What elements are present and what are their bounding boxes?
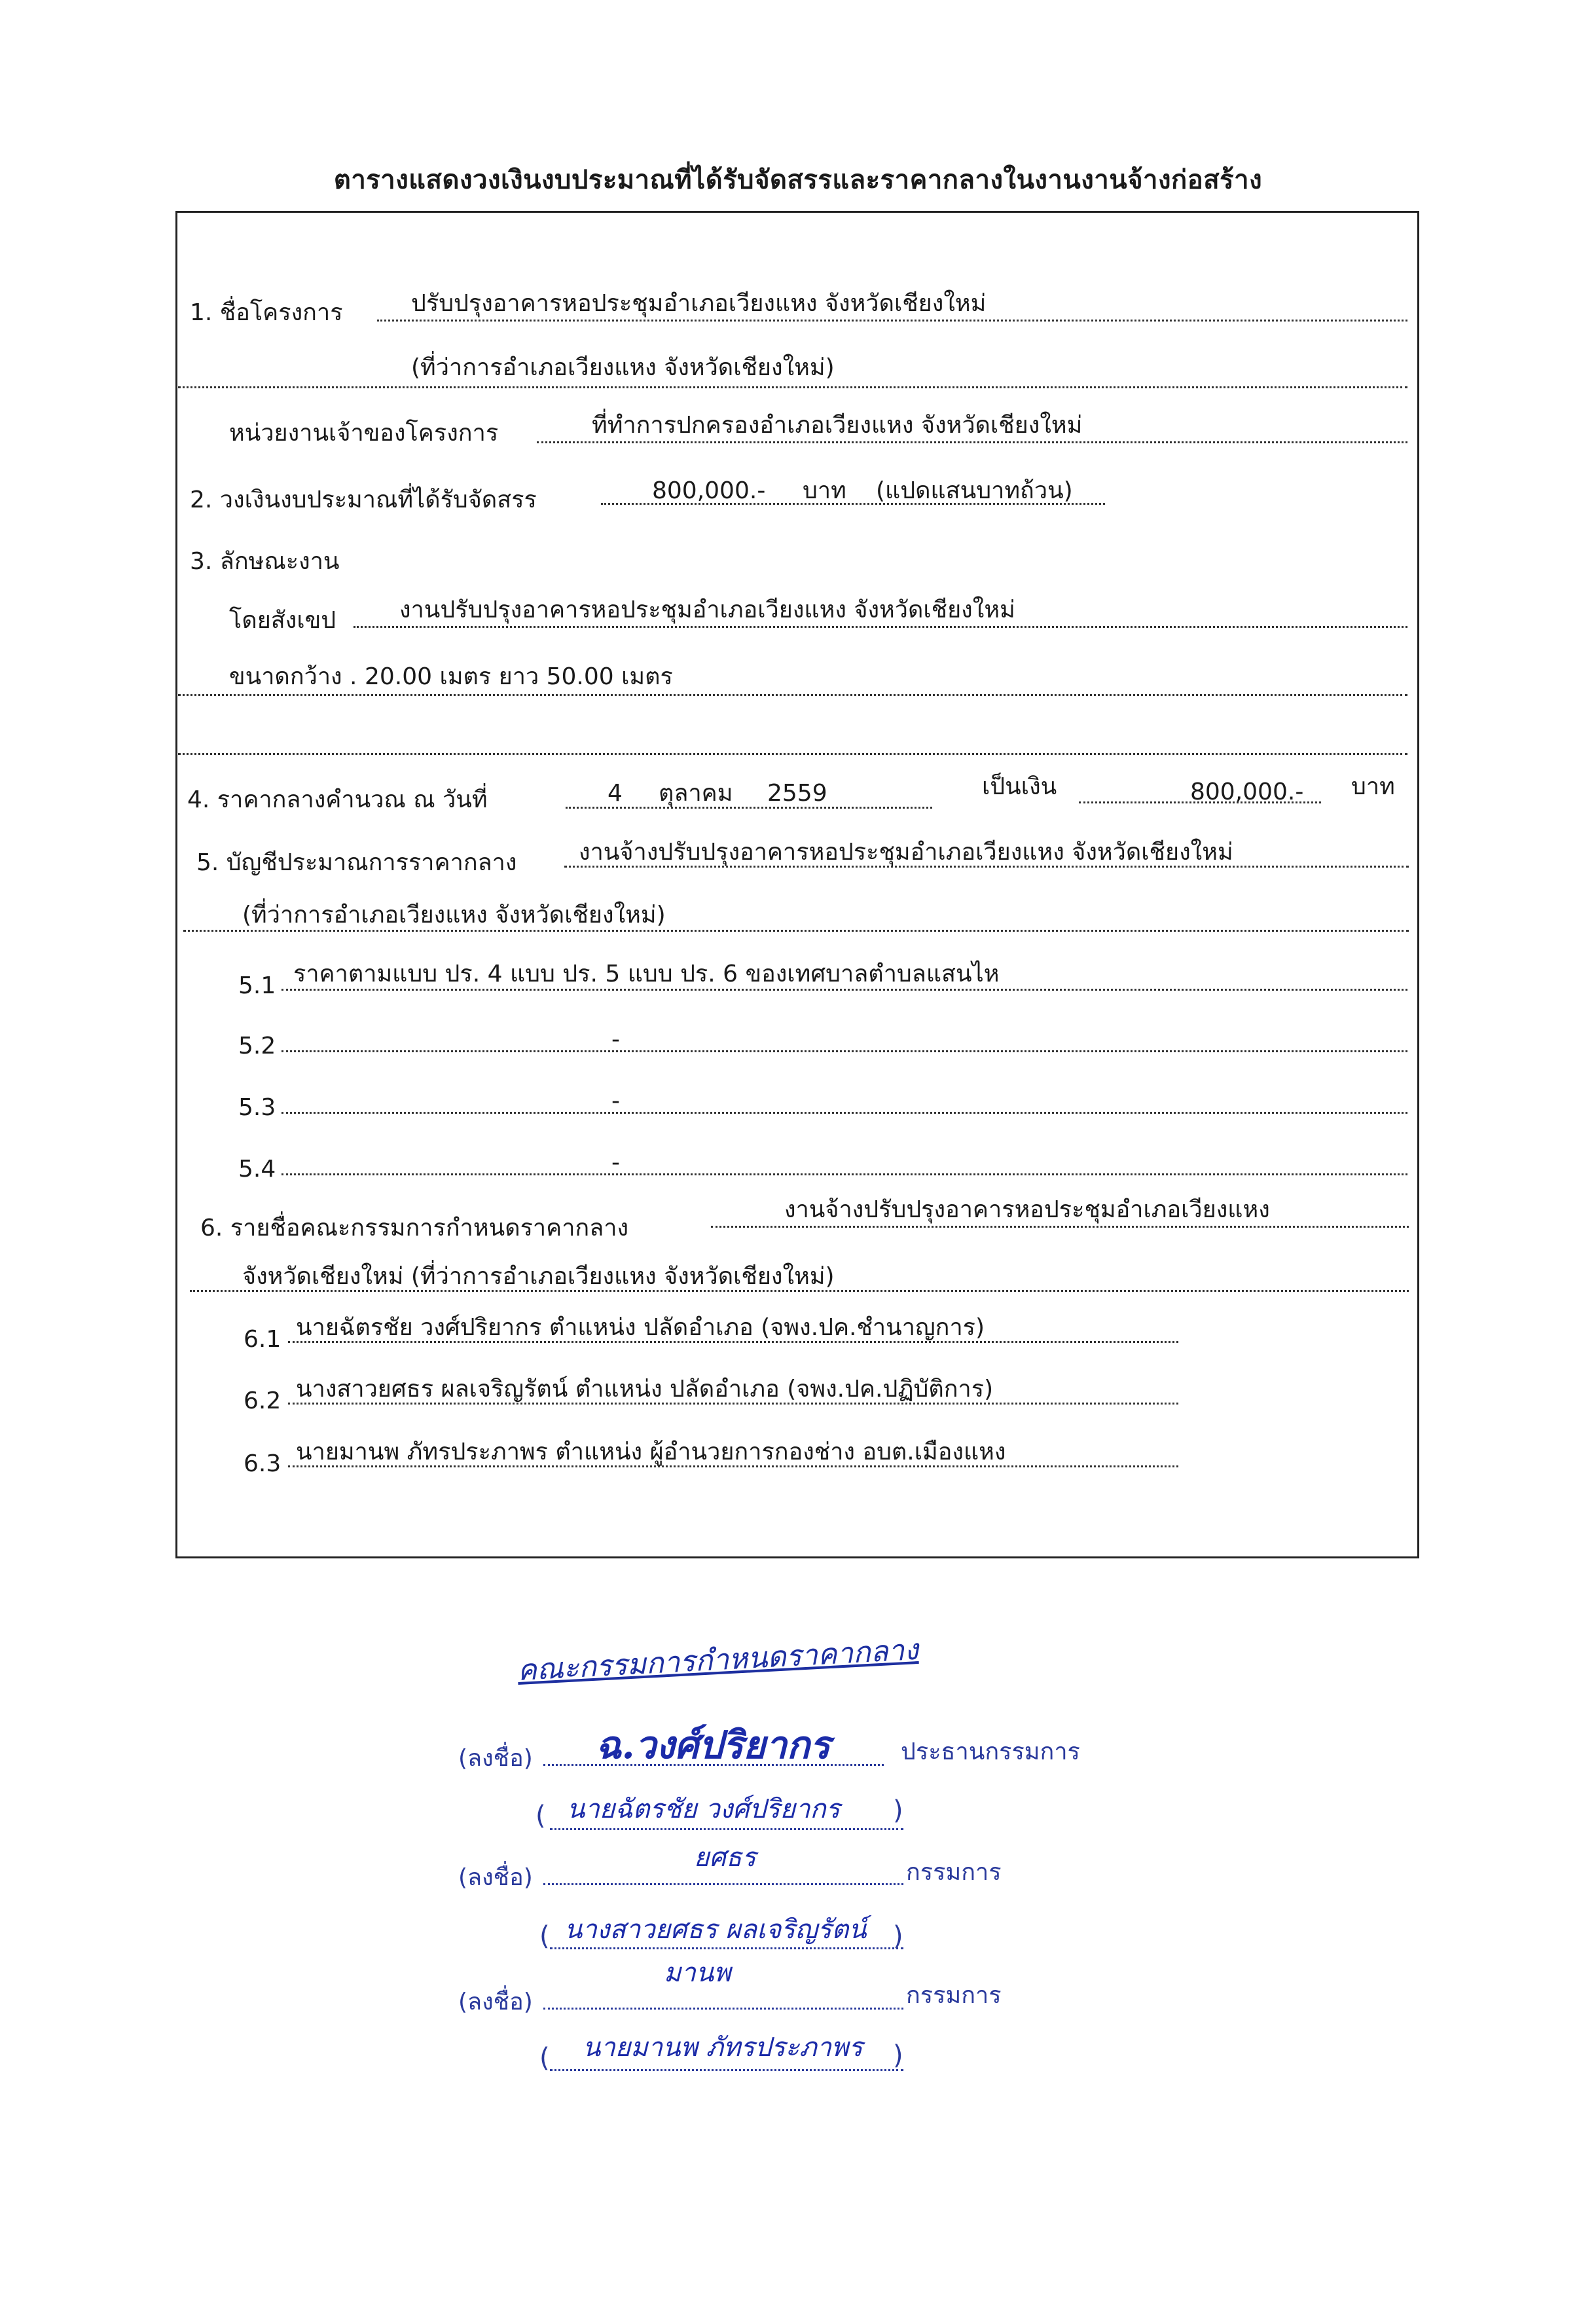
- dotted-line: [566, 807, 932, 809]
- budget-amount: 800,000.-: [652, 477, 766, 504]
- item1-label: 1. ชื่อโครงการ: [190, 299, 343, 326]
- signature-line: [543, 2008, 903, 2010]
- summary-value: งานปรับปรุงอาคารหอประชุมอำเภอเวียงแหง จังหวัดเชียงใหม่: [399, 597, 1015, 623]
- dotted-line: [281, 989, 1407, 991]
- price-unit: บาท: [1351, 773, 1395, 800]
- dotted-line: [178, 753, 1407, 755]
- dotted-line: [601, 503, 1105, 505]
- sign-label: (ลงชื่อ): [458, 1745, 533, 1772]
- signature-member-2: มานพ: [664, 1958, 731, 1988]
- owner-value: ที่ทำการปกครองอำเภอเวียงแหง จังหวัดเชียงใหม่: [592, 412, 1083, 439]
- size-text: ขนาดกว้าง . 20.00 เมตร ยาว 50.00 เมตร: [229, 663, 673, 690]
- item5-sub-num: 5.2: [238, 1033, 276, 1059]
- name-line: [550, 2069, 903, 2071]
- member-text: นายมานพ ภัทรประภาพร ตำแหน่ง ผู้อำนวยการกองช่าง อบต.เมืองแหง: [296, 1439, 1006, 1465]
- dotted-line: [288, 1403, 1178, 1405]
- item5-sub-text: ราคาตามแบบ ปร. 4 แบบ ปร. 5 แบบ ปร. 6 ของเทศบาลตำบลแสนไห: [293, 961, 1000, 987]
- budget-words: (แปดแสนบาทถ้วน): [876, 477, 1073, 504]
- price-day: 4: [608, 780, 623, 807]
- item5-sub-num: 5.4: [238, 1156, 276, 1183]
- role-chair: ประธานกรรมการ: [901, 1738, 1080, 1765]
- member-num: 6.3: [244, 1450, 281, 1477]
- dotted-line: [190, 1290, 1409, 1292]
- item3-label: 3. ลักษณะงาน: [190, 548, 340, 575]
- item5-sub-num: 5.3: [238, 1094, 276, 1121]
- item5-value-line1: งานจ้างปรับปรุงอาคารหอประชุมอำเภอเวียงแหง จังหวัดเชียงใหม่: [579, 839, 1233, 866]
- member-text: นายฉัตรชัย วงศ์ปริยากร ตำแหน่ง ปลัดอำเภอ (จพง.ปค.ชำนาญการ): [296, 1314, 985, 1341]
- item6-value-line2: จังหวัดเชียงใหม่ (ที่ว่าการอำเภอเวียงแหง จังหวัดเชียงใหม่): [242, 1263, 835, 1290]
- dotted-line: [281, 1050, 1407, 1052]
- handwritten-name-member-1: นางสาวยศธร ผลเจริญรัตน์: [564, 1915, 867, 1945]
- item5-value-line2: (ที่ว่าการอำเภอเวียงแหง จังหวัดเชียงใหม่): [242, 902, 666, 928]
- summary-label: โดยสังเขป: [229, 607, 336, 634]
- paren-close: ): [893, 1921, 903, 1951]
- name-line: [550, 1947, 903, 1949]
- dotted-line: [377, 320, 1407, 322]
- sign-label: (ลงชื่อ): [458, 1989, 533, 2015]
- dotted-line: [183, 930, 1409, 932]
- dotted-line: [564, 866, 1409, 868]
- page-title: ตารางแสดงวงเงินงบประมาณที่ได้รับจัดสรรและราคากลางในงานงานจ้างก่อสร้าง: [333, 165, 1263, 195]
- item5-label: 5. บัญชีประมาณการราคากลาง: [196, 849, 517, 876]
- price-month: ตุลาคม: [659, 780, 733, 807]
- price-year: 2559: [767, 780, 827, 807]
- handwritten-name-chair: นายฉัตรชัย วงศ์ปริยากร: [567, 1794, 841, 1824]
- item5-sub-text: -: [611, 1149, 620, 1176]
- dotted-line: [537, 441, 1407, 443]
- budget-unit: บาท: [803, 477, 846, 504]
- handwritten-name-member-2: นายมานพ ภัทรประภาพร: [583, 2032, 863, 2063]
- dotted-line: [1079, 801, 1321, 803]
- price-amount: 800,000.-: [1190, 779, 1304, 805]
- dotted-line: [711, 1226, 1409, 1228]
- paren-open: (: [535, 1801, 546, 1831]
- item2-label: 2. วงเงินงบประมาณที่ได้รับจัดสรร: [190, 487, 537, 513]
- owner-label: หน่วยงานเจ้าของโครงการ: [229, 420, 499, 447]
- paren-open: (: [539, 1921, 550, 1951]
- member-num: 6.1: [244, 1326, 281, 1353]
- item5-sub-text: -: [611, 1088, 620, 1114]
- project-location: (ที่ว่าการอำเภอเวียงแหง จังหวัดเชียงใหม่): [411, 354, 835, 381]
- signature-chair: ฉ.วงศ์ปริยากร: [596, 1723, 831, 1767]
- dotted-line: [281, 1112, 1407, 1114]
- dotted-line: [288, 1341, 1178, 1343]
- item6-label: 6. รายชื่อคณะกรรมการกำหนดราคากลาง: [200, 1215, 629, 1241]
- paren-open: (: [539, 2043, 550, 2073]
- role-member: กรรมการ: [906, 1859, 1002, 1886]
- signature-member-1: ยศธร: [694, 1843, 756, 1873]
- price-amount-label: เป็นเงิน: [982, 773, 1057, 800]
- item4-label: 4. ราคากลางคำนวณ ณ วันที่: [187, 786, 488, 813]
- name-line: [550, 1828, 903, 1830]
- item6-value-line1: งานจ้างปรับปรุงอาคารหอประชุมอำเภอเวียงแหง: [784, 1196, 1270, 1223]
- dotted-line: [281, 1173, 1407, 1175]
- signature-line: [543, 1883, 903, 1885]
- member-text: นางสาวยศธร ผลเจริญรัตน์ ตำแหน่ง ปลัดอำเภอ (จพง.ปค.ปฏิบัติการ): [296, 1376, 994, 1403]
- paren-close: ): [893, 1795, 903, 1826]
- handwritten-committee-heading: คณะกรรมการกำหนดราคากลาง: [517, 1632, 920, 1688]
- dotted-line: [178, 386, 1407, 388]
- dotted-line: [178, 694, 1407, 696]
- member-num: 6.2: [244, 1387, 281, 1414]
- role-member: กรรมการ: [906, 1982, 1002, 2009]
- dotted-line: [354, 626, 1407, 628]
- signature-line: [543, 1764, 884, 1766]
- paren-close: ): [893, 2040, 903, 2070]
- item5-sub-num: 5.1: [238, 972, 276, 999]
- item5-sub-text: -: [611, 1026, 620, 1053]
- project-name: ปรับปรุงอาคารหอประชุมอำเภอเวียงแหง จังหวัดเชียงใหม่: [411, 290, 987, 317]
- sign-label: (ลงชื่อ): [458, 1864, 533, 1891]
- dotted-line: [288, 1465, 1178, 1467]
